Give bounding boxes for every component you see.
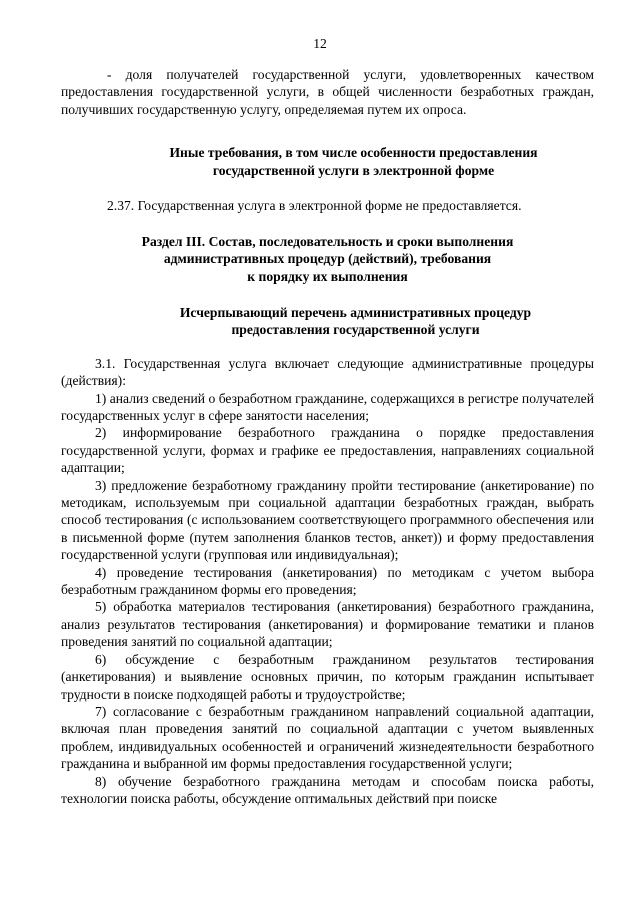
section-3-heading-line-3: к порядку их выполнения [247,269,408,284]
page-number: 12 [313,36,327,51]
intro-list-item: - доля получателей государственной услуги, удовлетворенных качеством предоставления государственной услуги, в общей численности безработных граждан, получивших государственную услугу, определяемая путем их опроса. [61,67,594,117]
procedure-item-4: 4) проведение тестирования (анкетирования) по методикам с учетом выбора безработным гражданином формы его проведения; [61,564,594,598]
subheading-procedures [61,304,594,339]
clause-2-37: 2.37. Государственная услуга в электронной форме не предоставляется. [107,198,522,214]
heading-other-requirements [61,144,594,179]
procedure-item-6: 6) обсуждение с безработным гражданином результатов тестирования (анкетирования) и выявление основных причин, по которым гражданин испытывает трудности в поиске подходящей работы и трудоустройстве; [61,651,594,702]
section-3-heading-line-2: административных процедур (действий), требования [163,251,492,267]
section-3-heading [61,233,594,286]
procedure-item-3: 3) предложение безработному гражданину пройти тестирование (анкетирование) по методикам, используемым при социальной адаптации безработных граждан, выбрать способ тестирования (с использованием соответствующего программного обеспечения или в письменной форме (путем заполнения бланков тестов, анкет)) и форму предоставления государственной услуги (групповая или индивидуальная); [61,477,594,563]
subheading-procedures-line-1: Исчерпывающий перечень административных процедур [179,304,532,320]
subheading-procedures-line-2: предоставления государственной услуги [231,322,480,338]
heading-other-requirements-line-2: государственной услуги в электронной форме [212,162,495,178]
section-3-heading-line-1: Раздел III. Состав, последовательность и сроки выполнения [141,233,514,249]
procedure-item-7: 7) согласование с безработным гражданином направлений социальной адаптации, включая план проведения занятий по социальной адаптации с учетом выявленных проблем, индивидуальных особенностей и ограничений жизнедеятельности безработного гражданина и выбранной им формы предоставления государственной услуги; [61,703,594,772]
clause-3-1: 3.1. Государственная услуга включает следующие административные процедуры (действия): [61,355,594,389]
document-body [61,66,594,807]
procedure-item-1: 1) анализ сведений о безработном гражданине, содержащихся в регистре получателей государственных услуг в сфере занятости населения; [61,390,594,423]
procedure-item-5: 5) обработка материалов тестирования (анкетирования) безработного гражданина, анализ результатов тестирования (анкетирования) и формирование тематики и планов проведения занятий по социальной адаптации; [61,599,594,650]
heading-other-requirements-line-1: Иные требования, в том числе особенности предоставления [169,145,538,161]
procedure-item-2: 2) информирование безработного гражданина о порядке предоставления государственной услуги, формах и графике ее предоставления, направлениях социальной адаптации; [61,425,594,476]
procedure-item-8: 8) обучение безработного гражданина методам и способам поиска работы, технологии поиска работы, обсуждение оптимальных действий при поиске [61,773,594,806]
